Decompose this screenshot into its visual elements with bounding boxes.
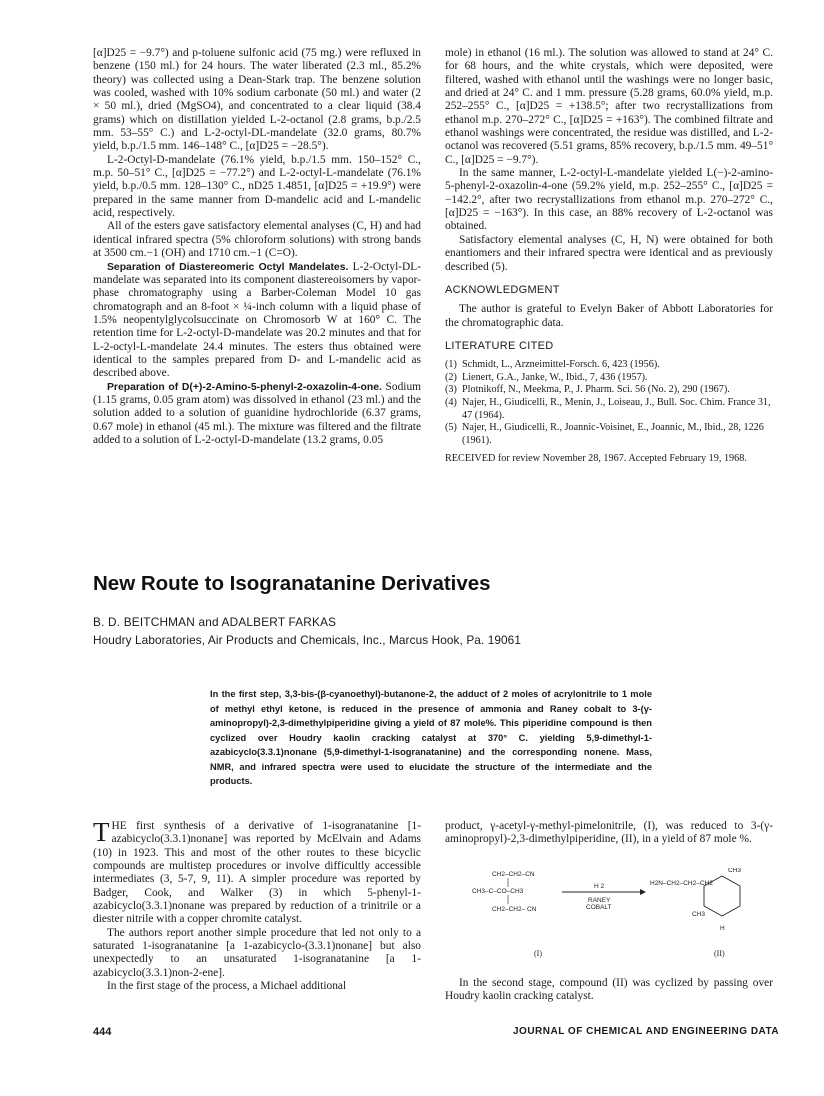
- top-right-column: [445, 47, 773, 466]
- received-note: RECEIVED for review November 28, 1967. Accepted February 19, 1968.: [445, 453, 747, 465]
- acknowledgment-text: The author is grateful to Evelyn Baker of Abbott Laboratories for the chromatographic data.: [445, 303, 773, 329]
- reference-number: (5): [445, 422, 457, 434]
- reaction-scheme: [470, 868, 770, 968]
- catalyst-label: COBALT: [586, 904, 612, 911]
- article-title: New Route to Isogranatanine Derivatives: [93, 572, 491, 595]
- top-left-column: [93, 47, 421, 447]
- paragraph: All of the esters gave satisfactory elemental analyses (C, H) and had identical infrared spectra (5% chloroform solutions) with strong bands at 3500 cm.−1 (OH) and 1710 cm.−1 (C=O).: [93, 220, 421, 260]
- reactant-top-group: CH2–CH2–CN: [492, 871, 535, 878]
- paragraph: In the first stage of the process, a Michael additional: [107, 980, 347, 993]
- reference-text: Najer, H., Giudicelli, R., Menin, J., Loiseau, J., Bull. Soc. Chim. France 31, 47 (1964).: [462, 397, 771, 421]
- body-right-column-bottom: [445, 977, 773, 1004]
- section-subheading: Separation of Diastereomeric Octyl Mandelates.: [107, 261, 349, 273]
- reagent-hydrogen: H 2: [594, 883, 605, 890]
- reactant-bottom-group: CH2–CH2– CN: [492, 906, 537, 913]
- compound-label-2: (II): [714, 949, 725, 958]
- paragraph: In the second stage, compound (II) was cyclized by passing over Houdry kaolin cracking catalyst.: [445, 977, 773, 1003]
- paragraph-text: HE first synthesis of a derivative of 1-isogranatanine [1-azabicyclo(3.3.1)nonane] was reported by McElvain and Adams (10) in 1923. This and most of the other routes to these bicyclic compounds are multistep procedures or involve difficultly accessible intermediates (3, 5-7, 9, 11). A simpler procedure was reported by Badger, Cook, and Walker (3) in which 5-phenyl-1-azabicyclo(3.3.1)nonane was prepared by reduction of a trinitrile or a diester nitrile with a copper chromite catalyst.: [93, 820, 421, 926]
- reference-text: Lienert, G.A., Janke, W., Ibid., 7, 436 (1957).: [462, 371, 648, 383]
- reactant-middle-group: CH3–C–CO–CH3: [472, 888, 524, 895]
- paragraph: The authors report another simple procedure that led not only to a saturated 1-isogranatanine [a 1-azabicyclo-(3.3.1)nonane] but also unexpectedly to an unsaturated 1-isogranatanine [a 1-azabicyclo(3.3.1)non-2-ene].: [93, 926, 421, 979]
- section-subheading: Preparation of D(+)-2-Amino-5-phenyl-2-oxazolin-4-one.: [107, 381, 382, 393]
- paragraph-text: L-2-Octyl-DL-mandelate was separated into its component diastereoisomers by vapor-phase chromatography using a Barber-Coleman Model 10 gas chromatograph and an 8-foot × ¼-inch column with a liquid phase of 1.5% neopentylglycolsuccinate on Chromosorb W at 160° C. The retention time for L-2-octyl-D-mandelate was 20.2 minutes and that for L-2-octyl-L-mandelate 24.4 minutes. The esters thus obtained were identical to the samples prepared from D- and L-mandelic acid as described above.: [93, 260, 421, 380]
- page-number: 444: [93, 1026, 112, 1038]
- paragraph: mole) in ethanol (16 ml.). The solution was allowed to stand at 24° C. for 68 hours, and the white crystals, which were deposited, were filtered, washed with ethanol until the washings were no longer basic, and dried at 24° C. and 1 mm. pressure (5.28 grams, 60.0% yield, m.p. 252–255° C., [α]D25 = +138.5°; after two recrystallizations from ethanol m.p. 270–272° C., [α]D25 = +163°). The combined filtrate and ethanol washings were concentrated, the residue was distilled, and L-2-octanol was recovered (5.51 grams, 85% recovery, b.p./1.5 mm. 49–51° C., [α]D25 = −9.7°).: [445, 47, 773, 166]
- reference-item: [445, 422, 773, 447]
- compound-label-1: (I): [534, 949, 542, 958]
- product-side-chain: H2N–CH2–CH2–CH2: [650, 880, 713, 887]
- paragraph: [93, 817, 421, 927]
- paragraph: [93, 381, 421, 448]
- body-left-column: [93, 817, 421, 993]
- paragraph: Satisfactory elemental analyses (C, H, N) were obtained for both enantiomers and their infrared spectra were identical and as previously described (5).: [445, 233, 773, 273]
- body-right-column-top: [445, 820, 773, 847]
- paragraph: [93, 261, 421, 381]
- literature-cited-heading: LITERATURE CITED: [445, 339, 554, 352]
- reference-number: (2): [445, 371, 457, 383]
- reference-number: (1): [445, 359, 457, 371]
- reference-text: Schmidt, L., Arzneimittel-Forsch. 6, 423 (1956).: [462, 359, 660, 371]
- journal-name: JOURNAL OF CHEMICAL AND ENGINEERING DATA: [513, 1026, 780, 1037]
- reference-item: [445, 359, 773, 372]
- product-methyl-top: CH3: [728, 868, 742, 874]
- article-authors: B. D. BEITCHMAN and ADALBERT FARKAS: [93, 615, 337, 629]
- acknowledgment-heading: ACKNOWLEDGMENT: [445, 283, 560, 296]
- paragraph: L-2-Octyl-D-mandelate (76.1% yield, b.p./1.5 mm. 150–152° C., m.p. 50–51° C., [α]D25 = −77.2°) and L-2-octyl-L-mandelate (76.1% yield, b.p./0.5 mm. 128–130° C., nD25 1.4851, [α]D25 = +19.9°) were prepared in the same manner from D-mandelic acid and L-mandelic acid, respectively.: [93, 153, 421, 220]
- reference-item: [445, 372, 773, 385]
- reference-number: (4): [445, 397, 457, 408]
- paragraph: In the same manner, L-2-octyl-L-mandelate yielded L(−)-2-amino-5-phenyl-2-oxazolin-4-one (59.2% yield, m.p. 252–255° C., [α]D25 = −142.2°, after two recrystallizations from ethanol m.p. 270–272° C., [α]D25 = −163°). In this case, an 88% recovery of L-2-octanol was obtained.: [445, 167, 773, 233]
- drop-cap: T: [93, 817, 110, 847]
- catalyst-label: RANEY: [588, 897, 611, 904]
- product-methyl-bottom: CH3: [692, 911, 706, 918]
- paragraph-text: Sodium (1.15 grams, 0.05 gram atom) was dissolved in ethanol (23 ml.) and the solution added to a solution of guanidine hydrochloride (6.37 grams, 0.67 mole) in ethanol (45 ml.). The mixture was filtered and the filtrate added to a solution of L-2-octyl-D-mandelate (13.2 grams, 0.05: [93, 380, 421, 446]
- paragraph: product, γ-acetyl-γ-methyl-pimelonitrile, (I), was reduced to 3-(γ-aminopropyl)-2,3-dimethylpiperidine, (II), in a yield of 87 mole %.: [445, 820, 773, 846]
- product-nitrogen-h: H: [720, 925, 725, 932]
- reference-number: (3): [445, 384, 457, 396]
- reference-list: [445, 359, 773, 447]
- reference-text: Plotnikoff, N., Meekma, P., J. Pharm. Sci. 56 (No. 2), 290 (1967).: [462, 384, 730, 396]
- reference-item: [445, 397, 773, 422]
- paragraph: [α]D25 = −9.7°) and p-toluene sulfonic acid (75 mg.) were refluxed in benzene (150 ml.) for 24 hours. The water liberated (2.3 ml., 85.2% theory) was collected using a Dean-Stark trap. The benzene solution was cooled, washed with 10% sodium carbonate (50 ml.) and water (2 × 50 ml.), dried (MgSO4), and concentrated to a clear liquid (38.4 grams) which on distillation yielded L-2-octanol (2.8 grams, b.p./2.5 mm. 53–55° C.) and L-2-octyl-DL-mandelate (32.0 grams, 80.7% yield, b.p./1.5 mm. 146–148° C., [α]D25 = −28.5°).: [93, 47, 421, 153]
- reference-text: Najer, H., Giudicelli, R., Joannic-Voisinet, E., Joannic, M., Ibid., 28, 1226 (1961).: [462, 422, 764, 446]
- reference-item: [445, 384, 773, 397]
- article-affiliation: Houdry Laboratories, Air Products and Chemicals, Inc., Marcus Hook, Pa. 19061: [93, 633, 522, 647]
- article-abstract: In the first step, 3,3-bis-(β-cyanoethyl)-butanone-2, the adduct of 2 moles of acrylonitrile to 1 mole of methyl ethyl ketone, is reduced in the presence of ammonia and Raney cobalt to 3-(γ-aminopropyl)-2,3-dimethylpiperidine giving a yield of 87 mole%. This piperidine compound is then cyclized over Houdry kaolin cracking catalyst at 370° C. yielding 5,9-dimethyl-1-azabicyclo(3.3.1)nonane (5,9-dimethyl-1-isogranatanine) and the corresponding nonene. Mass, NMR, and infrared spectra were used to elucidate the structure of the intermediate and the products.: [210, 689, 652, 786]
